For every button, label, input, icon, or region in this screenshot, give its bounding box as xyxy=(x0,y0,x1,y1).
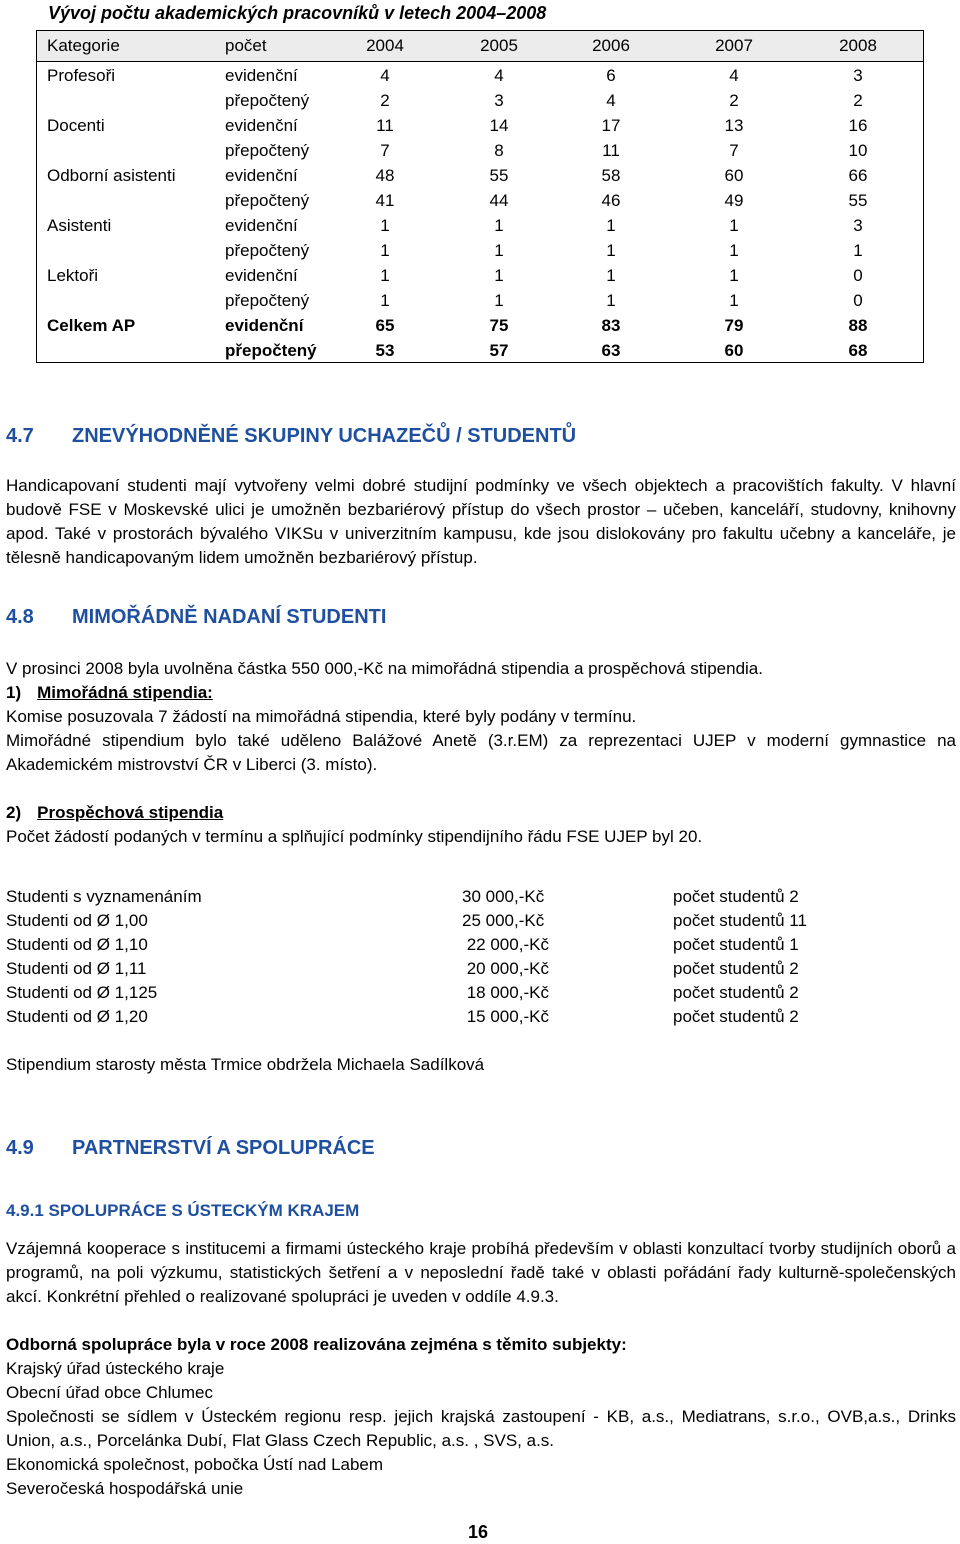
stipend-name: Studenti od Ø 1,125 xyxy=(6,983,158,1002)
section-title: PARTNERSTVÍ A SPOLUPRÁCE xyxy=(72,1137,375,1159)
cell-value: 11 xyxy=(376,116,394,135)
cell-count-type: přepočtený xyxy=(225,241,310,260)
cell-count-type: přepočtený xyxy=(225,141,310,160)
partner-item: Ekonomická společnost, pobočka Ústí nad Labem xyxy=(6,1455,384,1474)
stipend-count: počet studentů 2 xyxy=(673,1007,799,1026)
cell-value: 1 xyxy=(729,266,739,285)
merit-line-1: Počet žádostí podaných v termínu a splňující podmínky stipendijního řádu FSE UJEP byl 20. xyxy=(6,827,703,846)
cell-value: 68 xyxy=(848,341,868,360)
cell-value: 49 xyxy=(724,191,744,210)
cell-value: 0 xyxy=(853,291,863,310)
cell-value: 1 xyxy=(729,216,739,235)
table-row xyxy=(37,214,923,239)
stipend-row xyxy=(6,1005,906,1029)
cell-value: 55 xyxy=(848,191,868,210)
stipend-row xyxy=(6,933,906,957)
cell-value: 88 xyxy=(848,316,868,335)
header-2007: 2007 xyxy=(715,36,753,55)
table-row xyxy=(37,164,923,189)
cell-value: 79 xyxy=(724,316,744,335)
stipend-amount: 15 000,-Kč xyxy=(462,1007,549,1026)
cell-value: 63 xyxy=(601,341,621,360)
cell-category: Asistenti xyxy=(47,216,112,235)
subsection-number: 4.9.1 xyxy=(6,1201,44,1220)
stipend-name: Studenti s vyznamenáním xyxy=(6,887,202,906)
cell-value: 1 xyxy=(606,266,616,285)
stipend-row xyxy=(6,981,906,1005)
cell-value: 3 xyxy=(853,66,863,85)
partners-heading: Odborná spolupráce byla v roce 2008 realizována zejména s těmito subjekty: xyxy=(6,1335,627,1354)
table-row xyxy=(37,189,923,214)
stipend-count: počet studentů 2 xyxy=(673,887,799,906)
stipend-count: počet studentů 2 xyxy=(673,983,799,1002)
stipend-amount: 25 000,-Kč xyxy=(462,911,545,930)
cell-category: Celkem AP xyxy=(47,316,136,335)
cell-value: 14 xyxy=(489,116,509,135)
cell-count-type: evidenční xyxy=(225,116,298,135)
cell-count-type: přepočtený xyxy=(225,341,317,360)
cell-value: 2 xyxy=(380,91,390,110)
stipend-intro: V prosinci 2008 byla uvolněna částka 550 000,-Kč na mimořádná stipendia a prospěchová stipendia. xyxy=(6,659,763,678)
cell-value: 0 xyxy=(853,266,863,285)
subheading-merit xyxy=(6,801,223,825)
stipend-count: počet studentů 11 xyxy=(673,911,807,930)
cell-value: 11 xyxy=(602,141,620,160)
section-heading-4-7 xyxy=(6,424,576,448)
cell-value: 41 xyxy=(375,191,395,210)
stipend-amount: 18 000,-Kč xyxy=(462,983,549,1002)
stipend-count: počet studentů 1 xyxy=(673,935,799,954)
section-4-9-1-body: Vzájemná kooperace s institucemi a firmami ústeckého kraje probíhá především v oblasti konzultací tvorby studijních oborů a programů, na poli výzkumu, statistických šetření a v neposlední řadě také v oblasti pořádání řady kulturně-společenských akcí. Konkrétní přehled o realizované spolupráci je uveden v oddíle 4.9.3. xyxy=(6,1239,956,1306)
cell-value: 44 xyxy=(489,191,509,210)
cell-value: 60 xyxy=(724,341,744,360)
cell-value: 1 xyxy=(853,241,863,260)
cell-value: 1 xyxy=(380,216,390,235)
cell-count-type: přepočtený xyxy=(225,91,310,110)
cell-count-type: evidenční xyxy=(225,266,298,285)
cell-value: 13 xyxy=(724,116,744,135)
header-2006: 2006 xyxy=(592,36,630,55)
cell-value: 57 xyxy=(489,341,509,360)
cell-value: 1 xyxy=(606,241,616,260)
cell-count-type: evidenční xyxy=(225,316,304,335)
subheading-number: 2) xyxy=(6,803,22,822)
cell-value: 4 xyxy=(380,66,390,85)
cell-value: 4 xyxy=(606,91,616,110)
table-row xyxy=(37,264,923,289)
section-number: 4.9 xyxy=(6,1137,34,1159)
cell-count-type: přepočtený xyxy=(225,191,310,210)
cell-value: 1 xyxy=(494,266,504,285)
table-row xyxy=(37,314,923,339)
cell-value: 3 xyxy=(853,216,863,235)
subheading-title: Prospěchová stipendia xyxy=(37,803,224,822)
section-heading-4-8 xyxy=(6,605,386,629)
cell-value: 48 xyxy=(375,166,395,185)
stipend-amount: 30 000,-Kč xyxy=(462,887,545,906)
cell-value: 1 xyxy=(380,266,390,285)
cell-value: 2 xyxy=(729,91,739,110)
cell-value: 4 xyxy=(494,66,504,85)
cell-value: 1 xyxy=(606,291,616,310)
cell-value: 6 xyxy=(606,66,616,85)
stipend-amount: 22 000,-Kč xyxy=(462,935,549,954)
staff-table xyxy=(36,30,924,363)
table-row xyxy=(37,339,923,364)
cell-value: 7 xyxy=(729,141,739,160)
table-row xyxy=(37,139,923,164)
cell-value: 53 xyxy=(375,341,395,360)
stipend-row xyxy=(6,957,906,981)
section-title: MIMOŘÁDNĚ NADANÍ STUDENTI xyxy=(72,606,387,628)
subsection-title: SPOLUPRÁCE S ÚSTECKÝM KRAJEM xyxy=(48,1201,360,1220)
stipend-amount: 20 000,-Kč xyxy=(462,959,549,978)
cell-value: 1 xyxy=(606,216,616,235)
cell-value: 1 xyxy=(729,241,739,260)
header-2004: 2004 xyxy=(366,36,404,55)
section-4-7-body: Handicapovaní studenti mají vytvořeny velmi dobré studijní podmínky ve všech objektech a pracovištích fakulty. V hlavní budově FSE v Moskevské ulici je umožněn bezbariérový přístup do všech prostor – učeben, kanceláří, studovny, knihovny apod. Také v prostorách bývalého VIKSu v univerzitním kampusu, kde jsou dislokovány pro fakultu učebny a kanceláře, je tělesně handicapovaným lidem umožněn bezbariérový přístup. xyxy=(6,476,956,567)
section-number: 4.8 xyxy=(6,606,34,628)
cell-count-type: evidenční xyxy=(225,216,298,235)
cell-value: 7 xyxy=(380,141,390,160)
cell-value: 17 xyxy=(601,116,621,135)
mayor-stipend: Stipendium starosty města Trmice obdržela Michaela Sadílková xyxy=(6,1055,485,1074)
cell-value: 2 xyxy=(853,91,863,110)
cell-value: 1 xyxy=(494,241,504,260)
table-row xyxy=(37,289,923,314)
extraordinary-line-2: Mimořádné stipendium bylo také uděleno Balážové Anetě (3.r.EM) za reprezentaci UJEP v moderní gymnastice na Akademickém mistrovství ČR v Liberci (3. místo). xyxy=(6,731,956,774)
cell-category: Odborní asistenti xyxy=(47,166,176,185)
partner-item: Společnosti se sídlem v Ústeckém regionu resp. jejich krajská zastoupení - KB, a.s., Mediatrans, s.r.o., OVB,a.s., Drinks Union, a.s., Porcelánka Dubí, Flat Glass Czech Republic, a.s. , SVS, a.s. xyxy=(6,1407,956,1450)
table-row xyxy=(37,239,923,264)
header-category: Kategorie xyxy=(47,36,120,55)
cell-value: 1 xyxy=(380,291,390,310)
cell-value: 66 xyxy=(848,166,868,185)
stipend-name: Studenti od Ø 1,11 xyxy=(6,959,147,978)
cell-value: 16 xyxy=(848,116,868,135)
cell-count-type: evidenční xyxy=(225,166,298,185)
cell-value: 10 xyxy=(848,141,868,160)
cell-value: 75 xyxy=(489,316,509,335)
cell-value: 46 xyxy=(601,191,621,210)
page-number: 16 xyxy=(468,1522,489,1542)
cell-value: 3 xyxy=(494,91,504,110)
stipend-name: Studenti od Ø 1,10 xyxy=(6,935,148,954)
section-heading-4-9 xyxy=(6,1136,375,1160)
subsection-heading-4-9-1 xyxy=(6,1199,359,1223)
stipend-name: Studenti od Ø 1,20 xyxy=(6,1007,148,1026)
partner-item: Severočeská hospodářská unie xyxy=(6,1479,244,1498)
header-2008: 2008 xyxy=(839,36,877,55)
stipend-row xyxy=(6,885,906,909)
table-header xyxy=(37,31,923,62)
cell-category: Docenti xyxy=(47,116,105,135)
cell-value: 8 xyxy=(494,141,504,160)
header-count-type: počet xyxy=(225,36,267,55)
table-row xyxy=(37,64,923,89)
stipend-count: počet studentů 2 xyxy=(673,959,799,978)
extraordinary-line-1: Komise posuzovala 7 žádostí na mimořádná stipendia, které byly podány v termínu. xyxy=(6,707,637,726)
table-row xyxy=(37,114,923,139)
cell-value: 58 xyxy=(601,166,621,185)
cell-value: 1 xyxy=(494,291,504,310)
table-title: Vývoj počtu akademických pracovníků v letech 2004–2008 xyxy=(48,3,547,23)
cell-value: 1 xyxy=(494,216,504,235)
section-number: 4.7 xyxy=(6,425,34,447)
subheading-title: Mimořádná stipendia: xyxy=(37,683,213,702)
subheading-extraordinary xyxy=(6,681,213,705)
section-title: ZNEVÝHODNĚNÉ SKUPINY UCHAZEČŮ / STUDENTŮ xyxy=(72,425,577,447)
partner-item: Obecní úřad obce Chlumec xyxy=(6,1383,213,1402)
cell-value: 65 xyxy=(375,316,395,335)
cell-value: 4 xyxy=(729,66,739,85)
stipend-name: Studenti od Ø 1,00 xyxy=(6,911,148,930)
subheading-number: 1) xyxy=(6,683,22,702)
cell-category: Profesoři xyxy=(47,66,116,85)
cell-value: 1 xyxy=(380,241,390,260)
table-row xyxy=(37,89,923,114)
cell-value: 55 xyxy=(489,166,509,185)
cell-count-type: evidenční xyxy=(225,66,298,85)
cell-value: 83 xyxy=(601,316,621,335)
header-2005: 2005 xyxy=(480,36,518,55)
stipend-row xyxy=(6,909,906,933)
cell-value: 1 xyxy=(729,291,739,310)
partner-item: Krajský úřad ústeckého kraje xyxy=(6,1359,225,1378)
cell-value: 60 xyxy=(724,166,744,185)
cell-count-type: přepočtený xyxy=(225,291,310,310)
cell-category: Lektoři xyxy=(47,266,99,285)
